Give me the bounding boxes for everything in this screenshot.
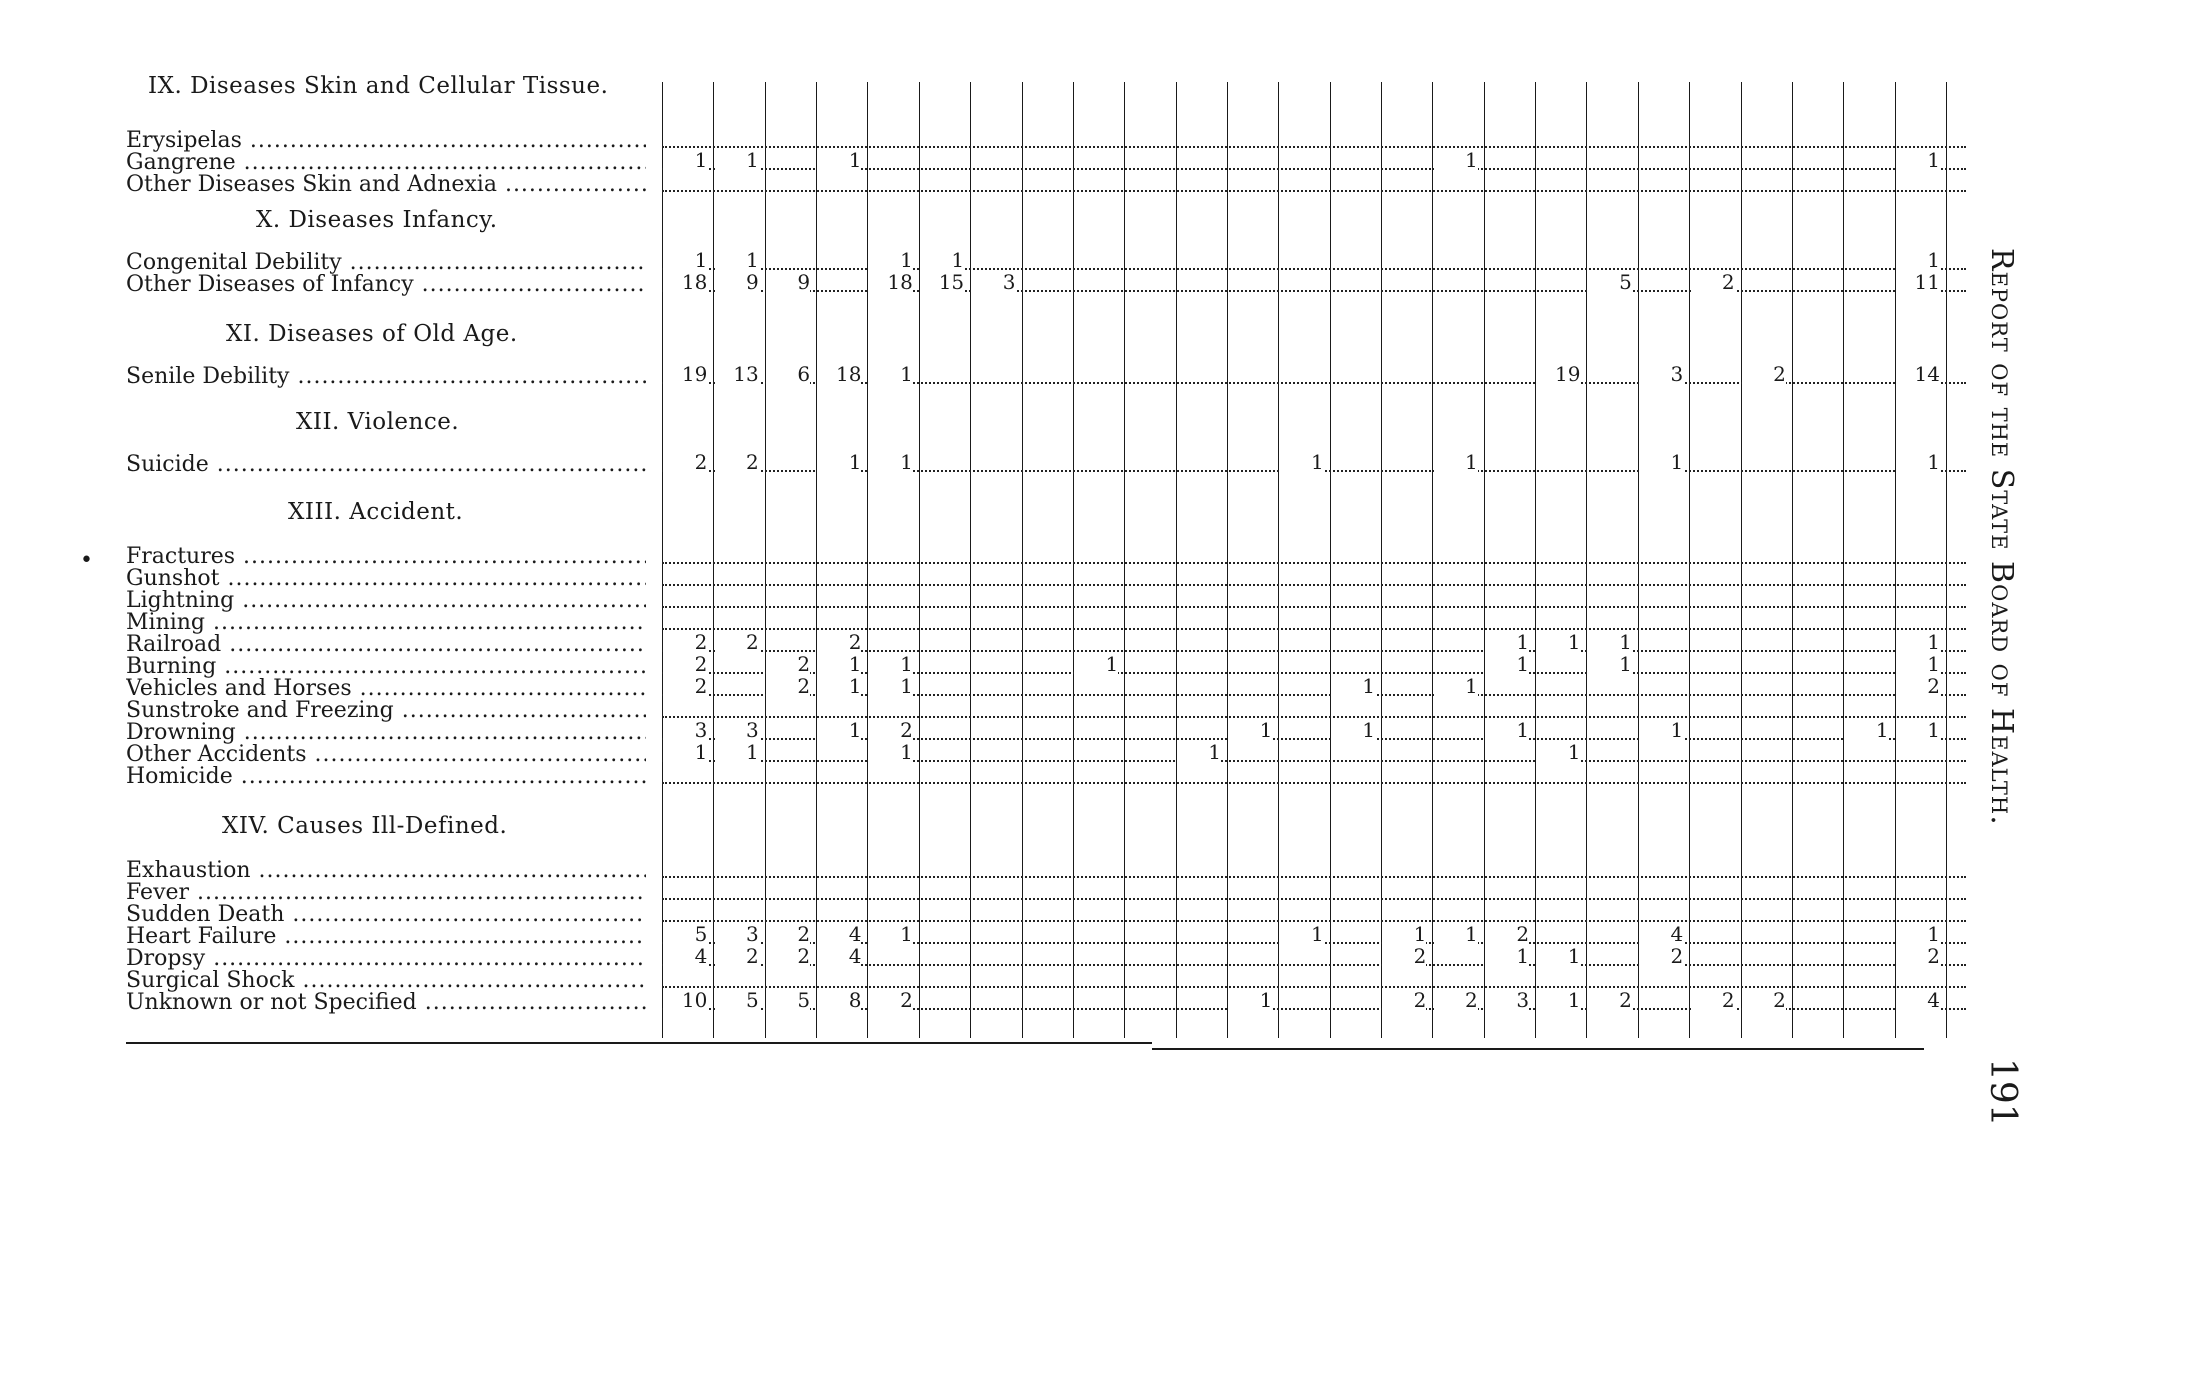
table-cell: 2 bbox=[1742, 364, 1786, 384]
row-label: Suicide ..... bbox=[126, 454, 646, 476]
section-heading: XIV. Causes Ill-Defined. bbox=[222, 813, 508, 839]
table-cell: 10 bbox=[663, 990, 707, 1010]
row-label: Drowning ..... bbox=[126, 722, 646, 744]
row-leader bbox=[662, 782, 1966, 784]
table-cell: 19 bbox=[1536, 364, 1580, 384]
table-cell: 2 bbox=[715, 452, 759, 472]
table-cell: 1 bbox=[1280, 924, 1324, 944]
row-label: Mining ..... bbox=[126, 612, 646, 634]
row-leader bbox=[662, 760, 1966, 762]
row-label: Erysipelas ..... bbox=[126, 130, 646, 152]
table-cell: 2 bbox=[1691, 272, 1735, 292]
table-cell: 1 bbox=[1434, 924, 1478, 944]
column-divider bbox=[1124, 82, 1125, 1038]
table-cell: 2 bbox=[1382, 990, 1426, 1010]
table-cell: 1 bbox=[1331, 676, 1375, 696]
row-label: Other Accidents ..... bbox=[126, 744, 646, 766]
table-cell: 1 bbox=[1485, 946, 1529, 966]
row-label: Sudden Death ..... bbox=[126, 904, 646, 926]
column-divider bbox=[1227, 82, 1228, 1038]
table-cell: 1 bbox=[1382, 924, 1426, 944]
column-divider bbox=[1484, 82, 1485, 1038]
table-cell: 2 bbox=[1434, 990, 1478, 1010]
table-cell: 1 bbox=[869, 654, 913, 674]
table-cell: 1 bbox=[1536, 742, 1580, 762]
table-cell: 1 bbox=[1896, 654, 1940, 674]
row-label: Congenital Debility ..... bbox=[126, 252, 646, 274]
section-heading: IX. Diseases Skin and Cellular Tissue. bbox=[148, 73, 609, 99]
table-cell: 1 bbox=[1485, 632, 1529, 652]
table-cell: 6 bbox=[766, 364, 810, 384]
row-leader bbox=[662, 876, 1966, 878]
row-label: Vehicles and Horses ..... bbox=[126, 678, 646, 700]
row-label: Lightning ..... bbox=[126, 590, 646, 612]
table-cell: 1 bbox=[663, 250, 707, 270]
row-label: Other Diseases Skin and Adnexia ..... bbox=[126, 174, 646, 196]
row-leader bbox=[662, 562, 1966, 564]
table-cell: 1 bbox=[1588, 654, 1632, 674]
table-cell: 2 bbox=[766, 654, 810, 674]
table-cell: 2 bbox=[817, 632, 861, 652]
column-divider bbox=[1022, 82, 1023, 1038]
table-cell: 1 bbox=[663, 150, 707, 170]
table-cell: 2 bbox=[663, 632, 707, 652]
table-cell: 3 bbox=[1639, 364, 1683, 384]
table-cell: 5 bbox=[766, 990, 810, 1010]
row-label: Senile Debility ..... bbox=[126, 366, 646, 388]
column-divider bbox=[1381, 82, 1382, 1038]
row-leader bbox=[662, 290, 1966, 292]
table-cell: 3 bbox=[972, 272, 1016, 292]
table-bottom-rule bbox=[1152, 1048, 1924, 1050]
table-cell: 9 bbox=[715, 272, 759, 292]
table-cell: 2 bbox=[1588, 990, 1632, 1010]
table-cell: 1 bbox=[817, 654, 861, 674]
table-cell: 2 bbox=[766, 924, 810, 944]
table-cell: 1 bbox=[1639, 452, 1683, 472]
table-cell: 1 bbox=[1228, 720, 1272, 740]
row-leader bbox=[662, 268, 1966, 270]
table-cell: 1 bbox=[920, 250, 964, 270]
table-cell: 18 bbox=[663, 272, 707, 292]
table-cell: 4 bbox=[817, 946, 861, 966]
table-cell: 1 bbox=[869, 250, 913, 270]
table-cell: 19 bbox=[663, 364, 707, 384]
table-cell: 4 bbox=[1896, 990, 1940, 1010]
table-cell: 2 bbox=[1485, 924, 1529, 944]
table-cell: 1 bbox=[663, 742, 707, 762]
column-divider bbox=[1792, 82, 1793, 1038]
table-cell: 1 bbox=[1896, 720, 1940, 740]
table-cell: 2 bbox=[715, 946, 759, 966]
table-cell: 1 bbox=[1639, 720, 1683, 740]
section-heading: X. Diseases Infancy. bbox=[256, 207, 498, 233]
table-cell: 1 bbox=[1845, 720, 1889, 740]
table-cell: 4 bbox=[1639, 924, 1683, 944]
column-divider bbox=[1895, 82, 1896, 1038]
table-cell: 5 bbox=[1588, 272, 1632, 292]
table-cell: 1 bbox=[1536, 990, 1580, 1010]
table-cell: 2 bbox=[869, 990, 913, 1010]
row-label: Exhaustion ..... bbox=[126, 860, 646, 882]
column-divider bbox=[1586, 82, 1587, 1038]
table-cell: 4 bbox=[817, 924, 861, 944]
table-cell: 1 bbox=[715, 250, 759, 270]
table-cell: 1 bbox=[1896, 150, 1940, 170]
row-label: Other Diseases of Infancy ..... bbox=[126, 274, 646, 296]
column-divider bbox=[662, 82, 663, 1038]
table-cell: 1 bbox=[1896, 250, 1940, 270]
section-heading: XI. Diseases of Old Age. bbox=[226, 321, 518, 347]
table-cell: 15 bbox=[920, 272, 964, 292]
table-cell: 1 bbox=[869, 452, 913, 472]
table-cell: 3 bbox=[1485, 990, 1529, 1010]
table-cell: 1 bbox=[1485, 654, 1529, 674]
column-divider bbox=[1946, 82, 1947, 1038]
row-label: Railroad ..... bbox=[126, 634, 646, 656]
table-cell: 11 bbox=[1896, 272, 1940, 292]
row-label: Unknown or not Specified ..... bbox=[126, 992, 646, 1014]
table-cell: 1 bbox=[1896, 452, 1940, 472]
table-cell: 1 bbox=[817, 150, 861, 170]
table-cell: 1 bbox=[869, 676, 913, 696]
column-divider bbox=[1638, 82, 1639, 1038]
row-label: Heart Failure ..... bbox=[126, 926, 646, 948]
table-cell: 5 bbox=[715, 990, 759, 1010]
table-cell: 1 bbox=[1896, 632, 1940, 652]
table-cell: 18 bbox=[817, 364, 861, 384]
column-divider bbox=[867, 82, 868, 1038]
table-cell: 2 bbox=[1742, 990, 1786, 1010]
table-cell: 14 bbox=[1896, 364, 1940, 384]
table-cell: 1 bbox=[1896, 924, 1940, 944]
table-cell: 1 bbox=[1228, 990, 1272, 1010]
table-cell: 2 bbox=[766, 946, 810, 966]
table-cell: 1 bbox=[817, 452, 861, 472]
table-cell: 9 bbox=[766, 272, 810, 292]
table-cell: 1 bbox=[817, 720, 861, 740]
table-cell: 2 bbox=[663, 676, 707, 696]
section-heading: XII. Violence. bbox=[296, 409, 460, 435]
table-cell: 1 bbox=[715, 742, 759, 762]
row-leader bbox=[662, 606, 1966, 608]
table-cell: 2 bbox=[1639, 946, 1683, 966]
column-divider bbox=[1278, 82, 1279, 1038]
row-label: Sunstroke and Freezing ..... bbox=[126, 700, 646, 722]
table-cell: 1 bbox=[817, 676, 861, 696]
table-cell: 4 bbox=[663, 946, 707, 966]
table-cell: 1 bbox=[869, 742, 913, 762]
table-cell: 2 bbox=[715, 632, 759, 652]
section-heading: XIII. Accident. bbox=[288, 499, 464, 525]
table-cell: 3 bbox=[663, 720, 707, 740]
row-label: Dropsy ..... bbox=[126, 948, 646, 970]
row-label: Surgical Shock ..... bbox=[126, 970, 646, 992]
table-cell: 18 bbox=[869, 272, 913, 292]
table-cell: 2 bbox=[1896, 946, 1940, 966]
column-divider bbox=[1535, 82, 1536, 1038]
table-cell: 8 bbox=[817, 990, 861, 1010]
table-cell: 5 bbox=[663, 924, 707, 944]
table-cell: 1 bbox=[869, 364, 913, 384]
table-cell: 2 bbox=[1691, 990, 1735, 1010]
table-cell: 1 bbox=[1074, 654, 1118, 674]
page-number: 191 bbox=[1982, 1058, 2023, 1127]
table-cell: 2 bbox=[663, 452, 707, 472]
row-label: Gunshot ..... bbox=[126, 568, 646, 590]
column-divider bbox=[1843, 82, 1844, 1038]
column-divider bbox=[1432, 82, 1433, 1038]
table-cell: 1 bbox=[869, 924, 913, 944]
row-leader bbox=[662, 584, 1966, 586]
table-cell: 1 bbox=[1434, 676, 1478, 696]
table-cell: 1 bbox=[1177, 742, 1221, 762]
table-cell: 1 bbox=[1588, 632, 1632, 652]
row-label: Fever ..... bbox=[126, 882, 646, 904]
table-cell: 1 bbox=[715, 150, 759, 170]
table-cell: 1 bbox=[1434, 452, 1478, 472]
table-cell: 1 bbox=[1280, 452, 1324, 472]
row-leader bbox=[662, 190, 1966, 192]
table-cell: 2 bbox=[869, 720, 913, 740]
column-divider bbox=[765, 82, 766, 1038]
table-cell: 1 bbox=[1536, 632, 1580, 652]
column-divider bbox=[919, 82, 920, 1038]
row-label: Homicide ..... bbox=[126, 766, 646, 788]
table-cell: 2 bbox=[1382, 946, 1426, 966]
row-leader bbox=[662, 898, 1966, 900]
table-cell: 1 bbox=[1536, 946, 1580, 966]
running-title: Report of the State Board of Health. bbox=[1984, 248, 2019, 826]
table-cell: 13 bbox=[715, 364, 759, 384]
table-cell: 3 bbox=[715, 720, 759, 740]
row-label: Fractures ..... bbox=[126, 546, 646, 568]
column-divider bbox=[713, 82, 714, 1038]
table-cell: 3 bbox=[715, 924, 759, 944]
column-divider bbox=[1689, 82, 1690, 1038]
column-divider bbox=[1741, 82, 1742, 1038]
table-cell: 2 bbox=[663, 654, 707, 674]
column-divider bbox=[1330, 82, 1331, 1038]
table-cell: 2 bbox=[766, 676, 810, 696]
table-cell: 1 bbox=[1331, 720, 1375, 740]
margin-mark: • bbox=[80, 548, 93, 573]
row-label: Burning ..... bbox=[126, 656, 646, 678]
table-cell: 1 bbox=[1434, 150, 1478, 170]
column-divider bbox=[1176, 82, 1177, 1038]
table-bottom-rule bbox=[126, 1042, 1152, 1044]
row-label: Gangrene ..... bbox=[126, 152, 646, 174]
table-cell: 2 bbox=[1896, 676, 1940, 696]
table-cell: 1 bbox=[1485, 720, 1529, 740]
column-divider bbox=[970, 82, 971, 1038]
column-divider bbox=[816, 82, 817, 1038]
column-divider bbox=[1073, 82, 1074, 1038]
